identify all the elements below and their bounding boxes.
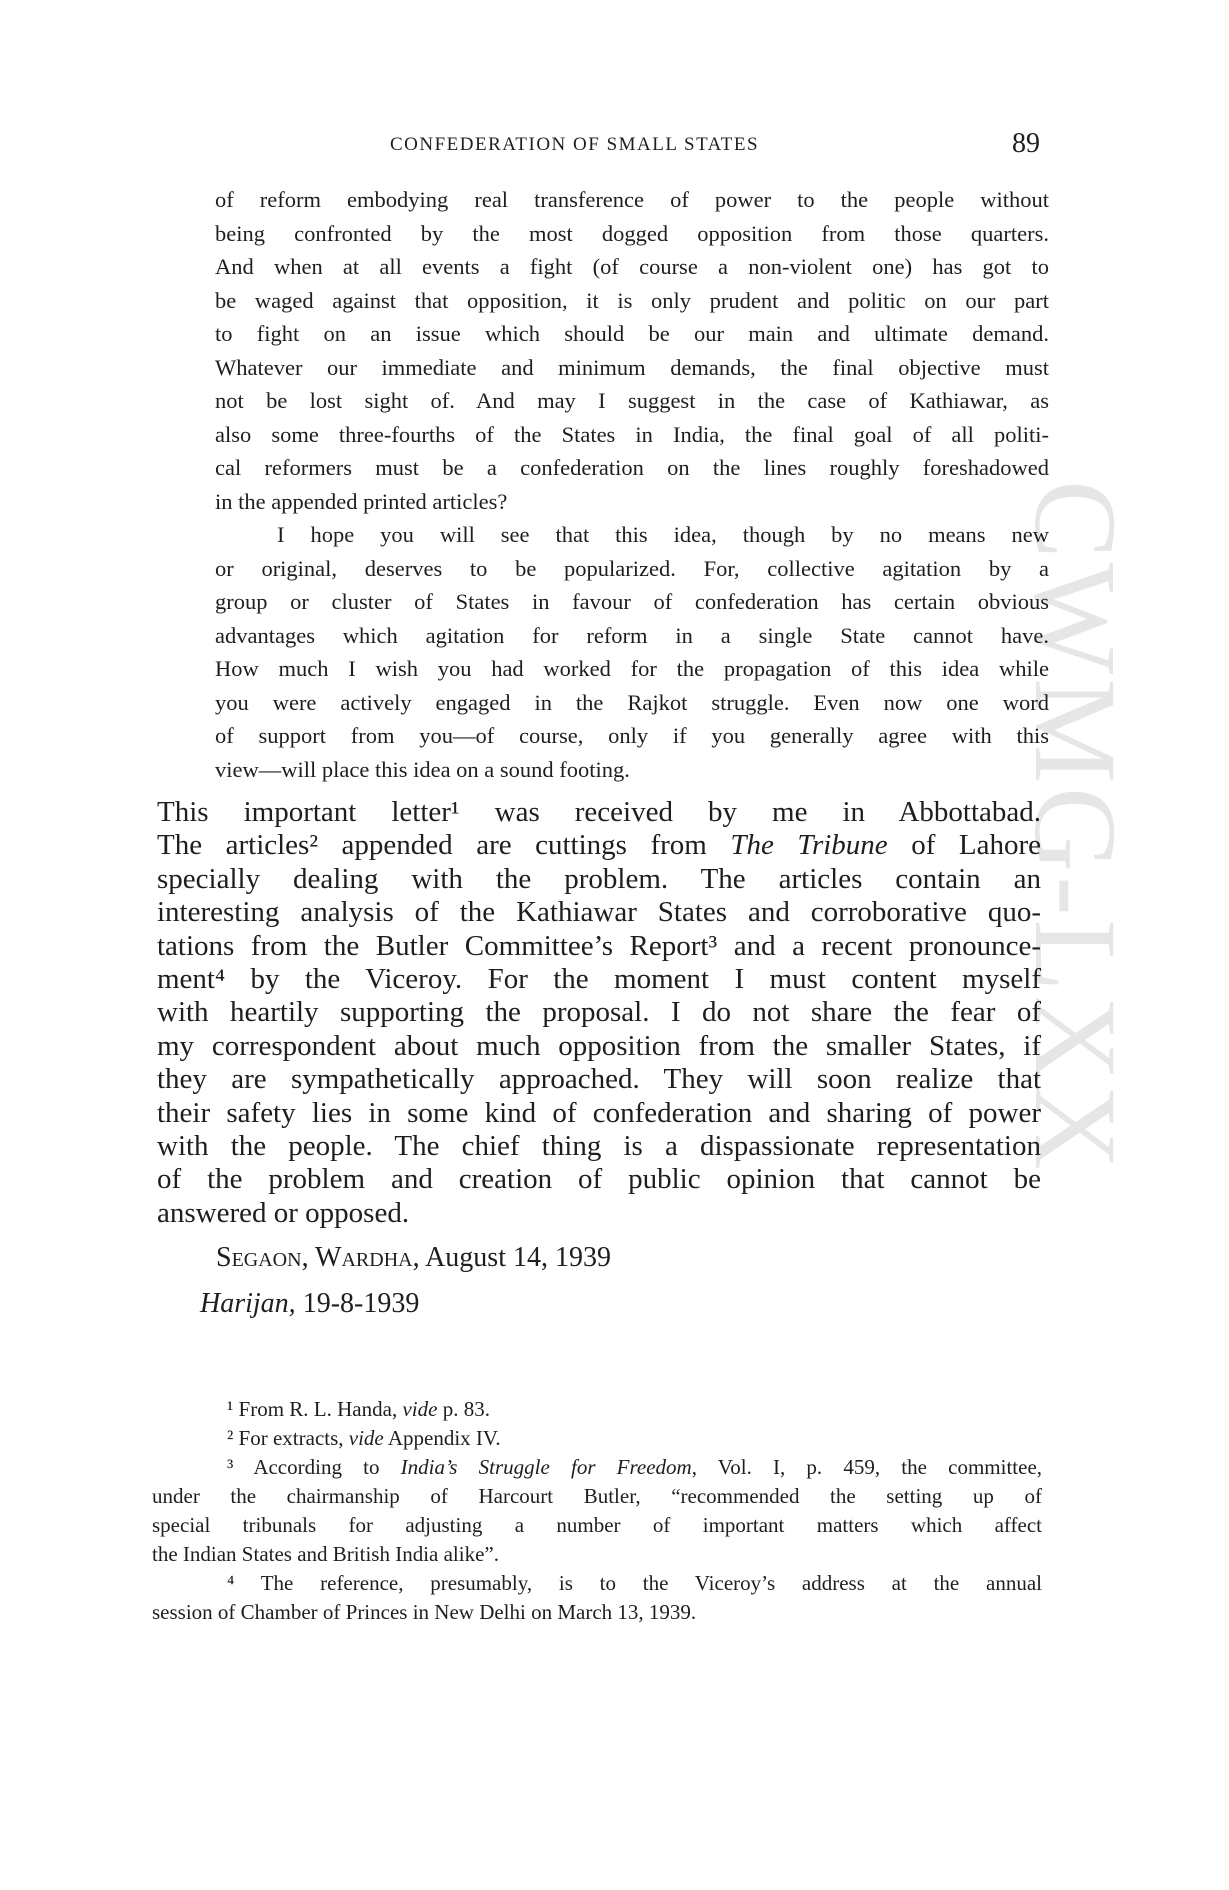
text-line <box>215 250 1049 284</box>
text-line <box>152 1511 1042 1540</box>
text-segment: specially dealing with the problem. The articles contain an <box>157 862 1041 895</box>
text-line <box>215 585 1049 619</box>
text-line <box>157 996 1041 1029</box>
text-line <box>152 1482 1042 1511</box>
text-line <box>215 518 1049 552</box>
text-segment: to fight on an issue which should be our main and ultimate demand. <box>215 321 1049 346</box>
text-segment: with the people. The chief thing is a dispassionate representation <box>157 1129 1041 1162</box>
text-segment: be waged against that opposition, it is only prudent and politic on our part <box>215 287 1049 313</box>
text-line <box>152 1424 1042 1453</box>
text-segment: of the problem and creation of public opinion that cannot be <box>157 1163 1041 1196</box>
text-line <box>157 930 1041 963</box>
text-segment: advantages which agitation for reform in a single State cannot have. <box>215 622 1049 648</box>
text-segment: Appendix IV. <box>383 1426 501 1450</box>
text-segment: And when at all events a fight (of course a non-violent one) has got to <box>215 254 1049 279</box>
text-line <box>152 1598 1042 1627</box>
watermark: CWMG-LXX <box>1010 480 1141 1175</box>
source-line <box>200 1288 419 1320</box>
text-segment: p. 83. <box>437 1397 490 1421</box>
signature-line <box>216 1242 611 1274</box>
text-segment: cal reformers must be a confederation on the lines roughly foreshadowed <box>215 455 1049 480</box>
text-line <box>215 317 1049 351</box>
text-segment: not be lost sight of. And may I suggest in the case of Kathiawar, as <box>215 388 1049 413</box>
italic-text: The Tribune <box>730 829 888 862</box>
text-line <box>157 829 1041 862</box>
text-line <box>215 418 1049 452</box>
text-segment: tations from the Butler Committee’s Report³ and a recent pronounce- <box>157 929 1041 962</box>
text-segment: special tribunals for adjusting a number of important matters which affect <box>152 1513 1042 1537</box>
text-line <box>215 451 1049 485</box>
text-line <box>215 619 1049 653</box>
text-segment: my correspondent about much opposition from the smaller States, if <box>157 1029 1041 1062</box>
text-segment: you were actively engaged in the Rajkot struggle. Even now one word <box>215 689 1049 715</box>
text-line <box>152 1395 1042 1424</box>
text-segment: or original, deserves to be popularized. For, collective agitation by a <box>215 555 1049 581</box>
italic-text: India’s Struggle for Freedom <box>400 1455 692 1479</box>
text-segment: How much I wish you had worked for the propagation of this idea while <box>215 656 1049 681</box>
text-segment: of reform embodying real transference of power to the people without <box>215 187 1049 212</box>
signature-date: August 14, 1939 <box>425 1242 611 1273</box>
text-segment: Whatever our immediate and minimum demands, the final objective must <box>215 354 1049 380</box>
text-line <box>215 351 1049 385</box>
text-segment: they are sympathetically approached. They will soon realize that <box>157 1063 1041 1096</box>
text-line <box>215 652 1049 686</box>
text-segment: their safety lies in some kind of confederation and sharing of power <box>157 1096 1041 1129</box>
page-number: 89 <box>1012 128 1040 159</box>
text-line <box>157 1030 1041 1063</box>
text-segment: under the chairmanship of Harcourt Butler, “recommended the setting up of <box>152 1484 1042 1508</box>
running-header: CONFEDERATION OF SMALL STATES <box>390 134 760 155</box>
text-segment: the Indian States and British India alike”. <box>152 1542 499 1566</box>
quoted-letter <box>215 183 1049 786</box>
text-line <box>157 896 1041 929</box>
text-line <box>152 1453 1042 1482</box>
text-segment: ² For extracts, <box>227 1426 349 1450</box>
text-segment: ment⁴ by the Viceroy. For the moment I must content myself <box>157 962 1041 995</box>
text-segment: ¹ From R. L. Handa, <box>227 1397 403 1421</box>
text-segment: interesting analysis of the Kathiawar States and corroborative quo- <box>157 896 1041 929</box>
main-paragraph <box>157 796 1041 1230</box>
text-segment: view—will place this idea on a sound footing. <box>215 756 630 782</box>
signature-place: Segaon, Wardha, <box>216 1242 420 1273</box>
text-segment: I hope you will see that this idea, though by no means new <box>277 522 1049 547</box>
text-line <box>215 753 1049 787</box>
text-line <box>157 1097 1041 1130</box>
text-line <box>215 485 1049 519</box>
text-segment: answered or opposed. <box>157 1196 410 1229</box>
text-segment: The articles² appended are cuttings from <box>157 829 731 862</box>
italic-text: vide <box>348 1426 384 1450</box>
text-segment: group or cluster of States in favour of confederation has certain obvious <box>215 589 1049 614</box>
text-line <box>215 686 1049 720</box>
text-line <box>215 183 1049 217</box>
text-line <box>152 1540 1042 1569</box>
text-segment: being confronted by the most dogged opposition from those quarters. <box>215 220 1049 246</box>
text-line <box>157 1130 1041 1163</box>
text-line <box>157 1197 1041 1230</box>
text-segment: ³ According to <box>227 1455 401 1479</box>
text-line <box>215 284 1049 318</box>
text-segment: also some three-fourths of the States in India, the final goal of all politi- <box>215 421 1049 447</box>
text-line <box>215 217 1049 251</box>
text-line <box>157 1063 1041 1096</box>
text-line <box>152 1569 1042 1598</box>
text-line <box>157 796 1041 829</box>
italic-text: vide <box>402 1397 438 1421</box>
text-segment: of support from you—of course, only if you generally agree with this <box>215 723 1049 748</box>
text-segment: of Lahore <box>887 829 1041 862</box>
text-segment: in the appended printed articles? <box>215 488 508 514</box>
text-line <box>157 863 1041 896</box>
text-segment: session of Chamber of Princes in New Delhi on March 13, 1939. <box>152 1600 697 1624</box>
text-segment: ⁴ The reference, presumably, is to the Viceroy’s address at the annual <box>227 1571 1042 1595</box>
text-line <box>215 384 1049 418</box>
source-date: 19-8-1939 <box>302 1288 420 1319</box>
text-segment: , Vol. I, p. 459, the committee, <box>691 1455 1043 1479</box>
text-line <box>215 719 1049 753</box>
footnotes <box>152 1395 1042 1627</box>
text-line <box>215 552 1049 586</box>
text-segment: with heartily supporting the proposal. I do not share the fear of <box>157 996 1041 1029</box>
text-line <box>157 1163 1041 1196</box>
text-segment: This important letter¹ was received by me in Abbottabad. <box>157 796 1041 828</box>
source-title: Harijan, <box>200 1288 296 1319</box>
text-line <box>157 963 1041 996</box>
